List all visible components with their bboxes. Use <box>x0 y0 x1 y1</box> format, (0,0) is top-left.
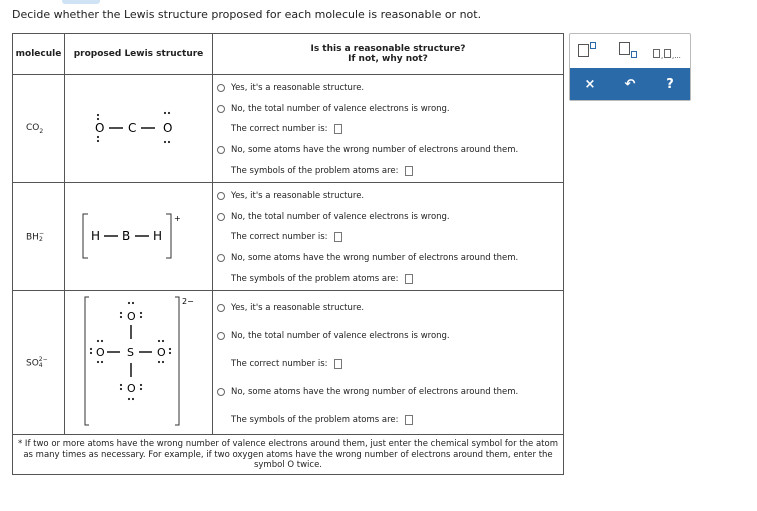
so4-lewis-diagram <box>65 291 213 431</box>
radio-button[interactable] <box>217 84 225 92</box>
formula: BH <box>26 232 39 242</box>
bh2-atom-h-right: H <box>153 229 163 243</box>
structure-co2 <box>65 75 213 183</box>
so4-bracket-right <box>175 297 179 425</box>
option-label: Yes, it's a reasonable structure. <box>231 302 365 313</box>
correct-number-label: The correct number is: <box>231 232 328 243</box>
formula-charge: − <box>38 229 44 237</box>
so4-atom-o-top: O <box>127 310 136 323</box>
option-reasonable[interactable] <box>217 294 563 322</box>
formula-subscript: 2 <box>38 235 43 243</box>
table-row-co2 <box>13 75 564 183</box>
co2-atom-c: C <box>128 121 137 135</box>
base-box-icon <box>578 44 589 57</box>
radio-button[interactable] <box>217 146 225 154</box>
radio-button[interactable] <box>217 332 225 340</box>
bh2-lewis-diagram <box>65 183 213 287</box>
formula: CO <box>26 122 40 133</box>
subscript-box-icon <box>631 51 637 58</box>
radio-button[interactable] <box>217 388 225 396</box>
header-question <box>213 34 564 75</box>
so4-atom-s: S <box>127 346 134 359</box>
option-wrong-atoms[interactable] <box>217 248 563 269</box>
superscript-box-icon <box>590 42 596 49</box>
so4-atom-o-right: O <box>157 346 166 359</box>
structure-so4 <box>65 291 213 435</box>
option-label: No, the total number of valence electrons is wrong. <box>231 330 450 341</box>
option-valence-wrong[interactable] <box>217 322 563 350</box>
co2-atom-o-left: O <box>95 121 105 135</box>
so4-atom-o-left: O <box>96 346 105 359</box>
so4-atom-o-bottom: O <box>127 382 136 395</box>
help-button[interactable]: ? <box>666 76 674 92</box>
formula-subscript: 2 <box>39 127 44 135</box>
list-template-button[interactable] <box>653 45 685 64</box>
list-template-icon <box>653 48 685 60</box>
table-row-bh2 <box>13 183 564 291</box>
template-palette <box>570 34 690 68</box>
radio-button[interactable] <box>217 304 225 312</box>
formula: SO <box>26 358 39 368</box>
bh2-atom-b: B <box>122 229 131 243</box>
option-label: No, the total number of valence electrons is wrong. <box>231 103 450 114</box>
formula-charge: 2− <box>38 355 48 363</box>
radio-button[interactable] <box>217 192 225 200</box>
footnote-star: * <box>17 439 23 449</box>
co2-atom-o-right: O <box>163 121 173 135</box>
symbols-input[interactable] <box>405 166 413 176</box>
header-row <box>13 34 564 75</box>
symbols-row <box>217 161 563 182</box>
question-prompt: Decide whether the Lewis structure proposed for each molecule is reasonable or not. <box>12 8 482 21</box>
symbols-label: The symbols of the problem atoms are: <box>231 166 399 177</box>
correct-number-label: The correct number is: <box>231 358 328 369</box>
clear-button[interactable]: × <box>584 76 596 92</box>
correct-number-row <box>217 227 563 248</box>
option-reasonable[interactable] <box>217 186 563 207</box>
header-question-line2: If not, why not? <box>348 54 428 64</box>
options-bh2 <box>213 183 564 291</box>
bh2-bracket-right <box>166 214 171 258</box>
undo-button[interactable]: ↶ <box>624 76 636 92</box>
so4-charge: 2− <box>182 297 194 306</box>
option-label: No, the total number of valence electrons is wrong. <box>231 211 450 222</box>
option-label: No, some atoms have the wrong number of electrons around them. <box>231 253 519 264</box>
correct-number-row <box>217 350 563 378</box>
option-valence-wrong[interactable] <box>217 206 563 227</box>
option-wrong-atoms[interactable] <box>217 378 563 406</box>
footnote-row <box>13 435 564 475</box>
bh2-charge: + <box>174 214 181 223</box>
symbols-label: The symbols of the problem atoms are: <box>231 414 399 425</box>
lewis-table <box>12 33 564 475</box>
molecule-co2 <box>13 75 65 183</box>
header-question-line1: Is this a reasonable structure? <box>310 44 466 54</box>
structure-bh2 <box>65 183 213 291</box>
option-wrong-atoms[interactable] <box>217 140 563 161</box>
options-co2 <box>213 75 564 183</box>
symbols-input[interactable] <box>405 274 413 284</box>
base-box-icon <box>619 42 630 55</box>
correct-number-input[interactable] <box>334 124 342 134</box>
radio-button[interactable] <box>217 254 225 262</box>
options-so4 <box>213 291 564 435</box>
table-row-so4 <box>13 291 564 435</box>
svg-text:,: , <box>661 52 664 60</box>
footnote <box>13 435 564 475</box>
header-molecule: molecule <box>13 34 65 75</box>
correct-number-input[interactable] <box>334 359 342 369</box>
formula-subscript: 4 <box>38 361 43 369</box>
symbols-row <box>217 406 563 434</box>
symbols-label: The symbols of the problem atoms are: <box>231 274 399 285</box>
co2-lewis-diagram <box>65 75 213 179</box>
correct-number-label: The correct number is: <box>231 124 328 135</box>
top-tab-indicator <box>62 0 100 4</box>
so4-bracket-left <box>85 297 89 425</box>
option-label: Yes, it's a reasonable structure. <box>231 190 365 201</box>
bh2-bracket-left <box>83 214 88 258</box>
header-proposed: proposed Lewis structure <box>65 34 213 75</box>
option-valence-wrong[interactable] <box>217 98 563 119</box>
correct-number-row <box>217 119 563 140</box>
bh2-atom-h-left: H <box>91 229 101 243</box>
option-label: No, some atoms have the wrong number of electrons around them. <box>231 386 519 397</box>
radio-button[interactable] <box>217 105 225 113</box>
molecule-so4 <box>13 291 65 435</box>
svg-text:,...: ,... <box>672 52 681 60</box>
symbols-input[interactable] <box>405 415 413 425</box>
option-label: Yes, it's a reasonable structure. <box>231 82 365 93</box>
symbols-row <box>217 269 563 290</box>
math-toolbar <box>569 33 691 101</box>
molecule-bh2 <box>13 183 65 291</box>
radio-button[interactable] <box>217 213 225 221</box>
option-reasonable[interactable] <box>217 78 563 99</box>
action-bar <box>570 68 690 100</box>
option-label: No, some atoms have the wrong number of electrons around them. <box>231 145 519 156</box>
correct-number-input[interactable] <box>334 232 342 242</box>
footnote-text: If two or more atoms have the wrong number of valence electrons around them, just enter the chemical symbol for the atom as many times as necessary. For example, if two oxygen atoms have the wrong number of electrons around them, enter the symbol O twice. <box>22 439 558 470</box>
